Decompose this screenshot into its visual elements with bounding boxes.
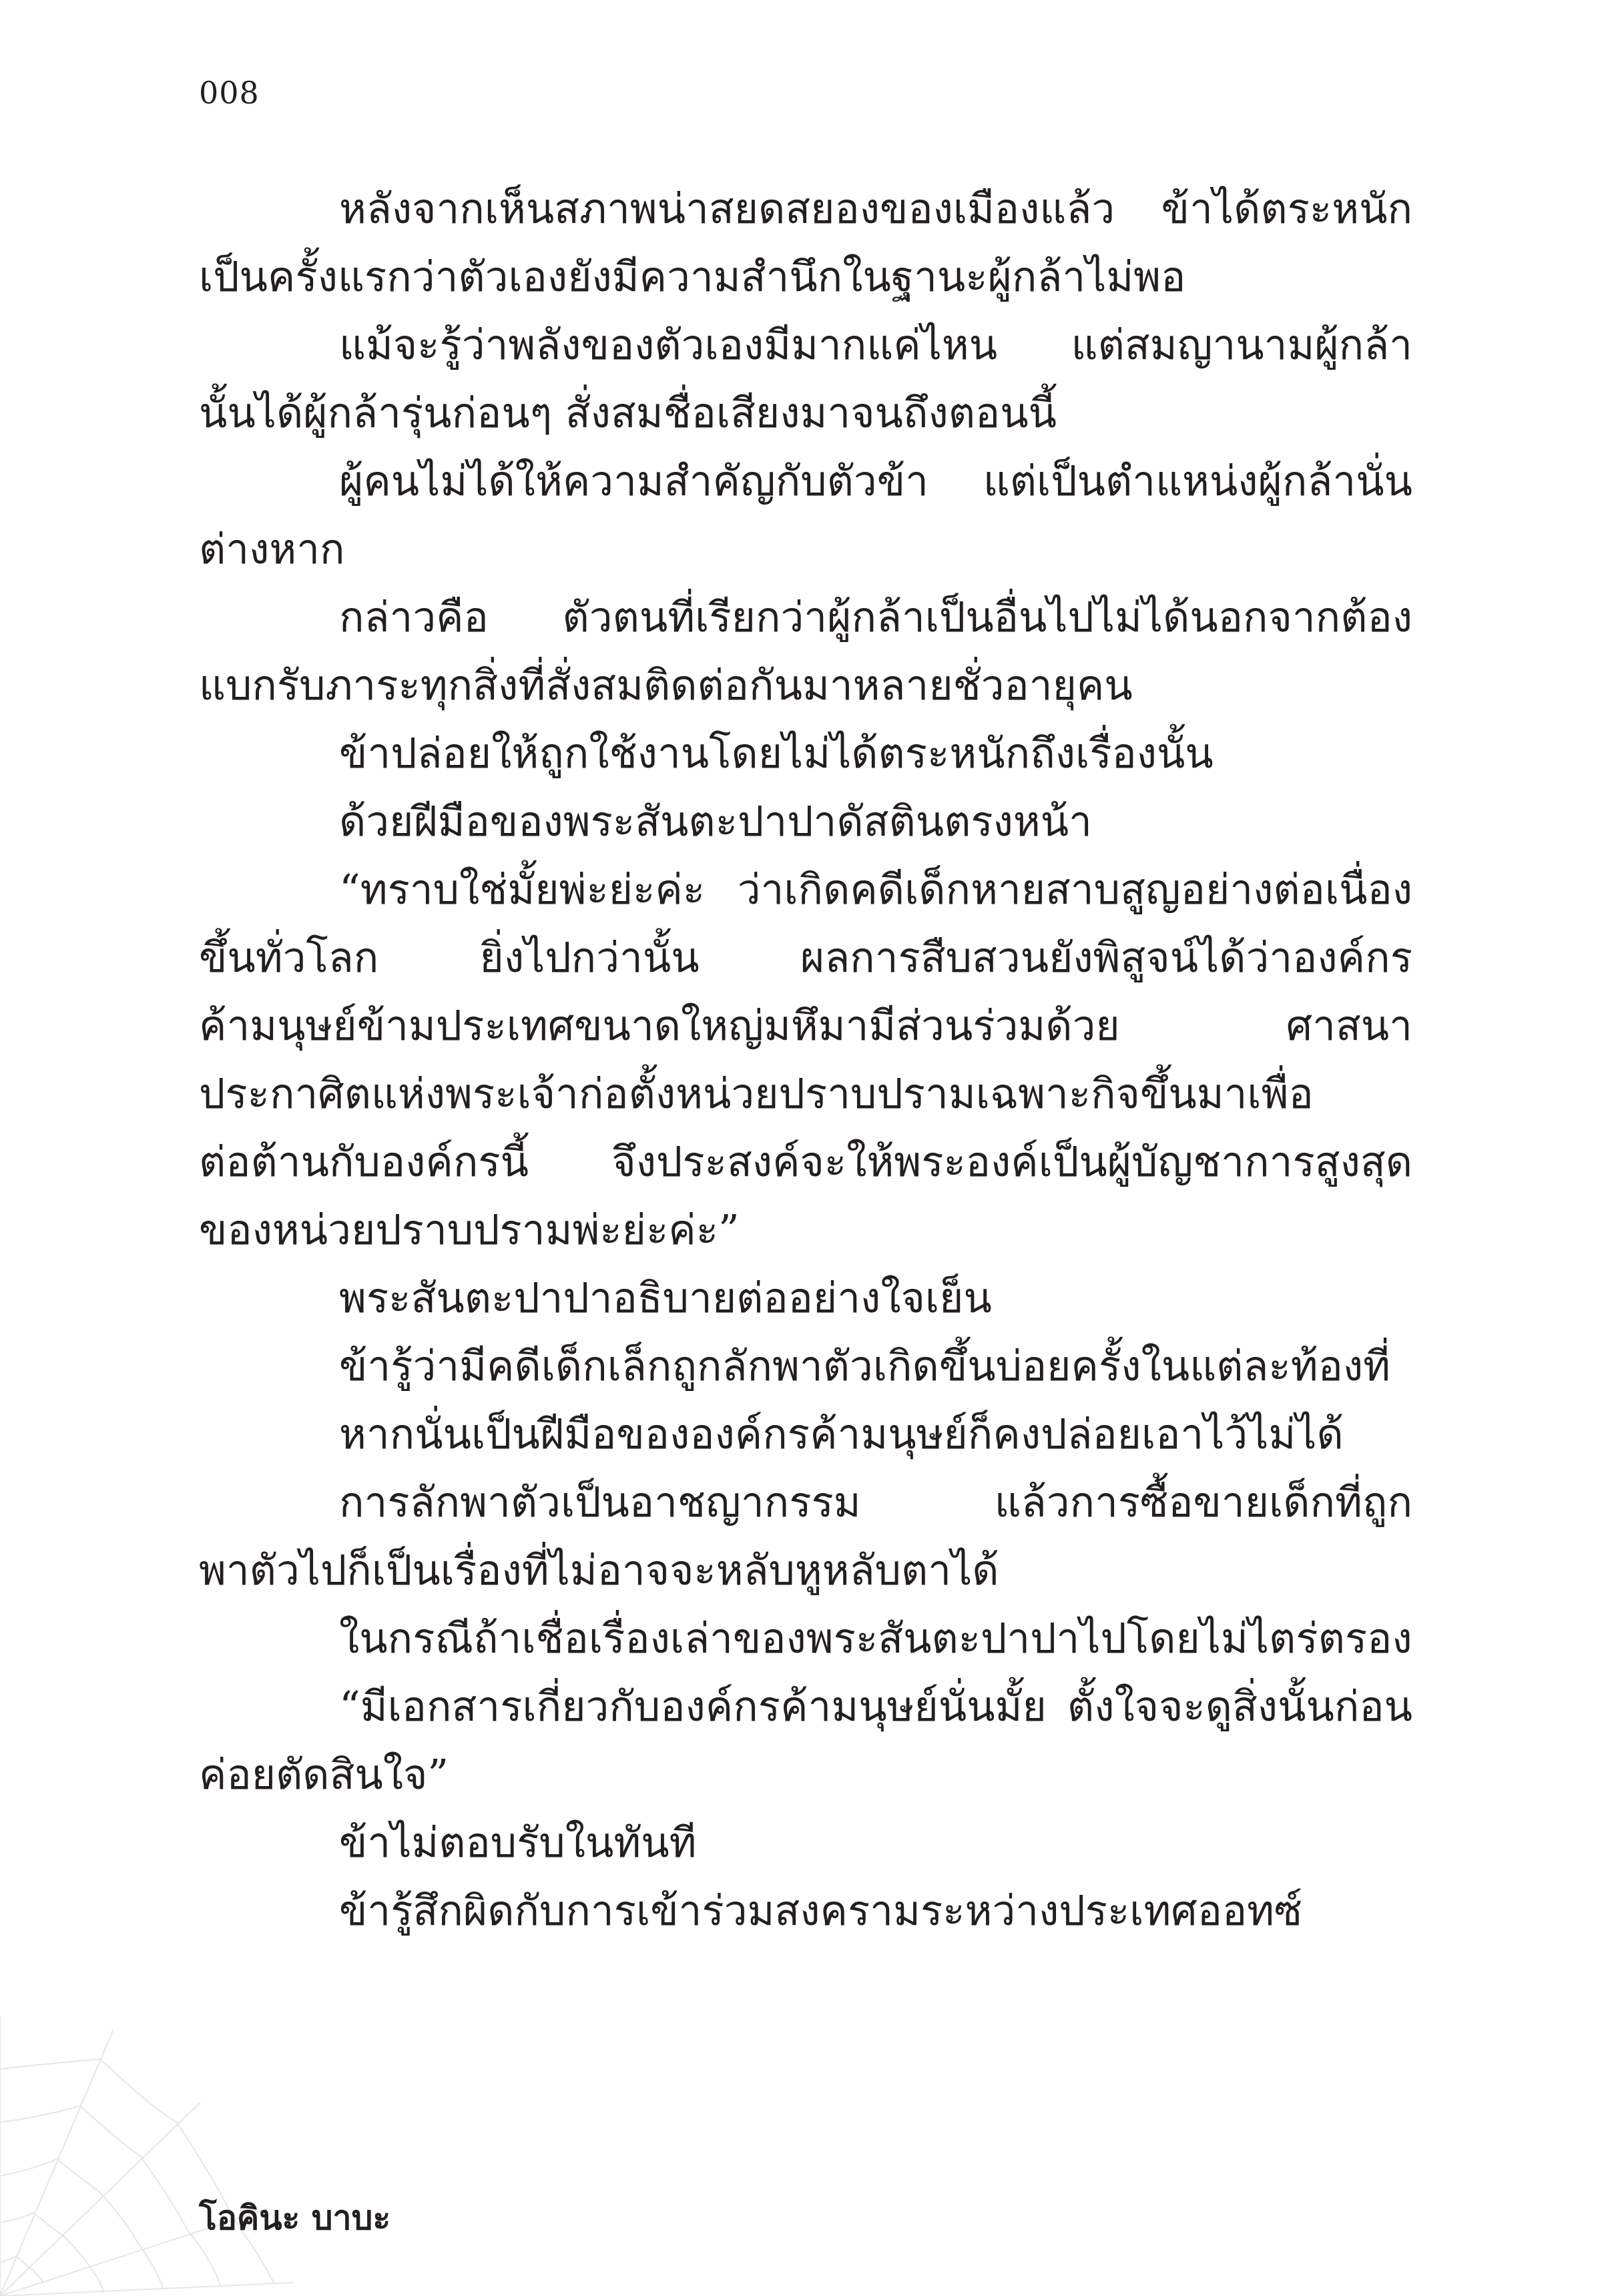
text-line: ข้าปล่อยให้ถูกใช้งานโดยไม่ได้ตระหนักถึงเรื่องนั้น: [339, 729, 1214, 778]
text-line: นั้นได้ผู้กล้ารุ่นก่อนๆ สั่งสมชื่อเสียงมาจนถึงตอนนี้: [199, 388, 1057, 437]
author-name: โอคินะ บาบะ: [199, 2199, 391, 2237]
text-line: เป็นครั้งแรกว่าตัวเองยังมีความสำนึกในฐานะผู้กล้าไม่พอ: [199, 252, 1186, 301]
text-line: ค่อยตัดสินใจ”: [199, 1750, 449, 1799]
text-line: ประกาศิตแห่งพระเจ้าก่อตั้งหน่วยปราบปรามเฉพาะกิจขึ้นมาเพื่อ: [199, 1069, 1314, 1118]
text-line: หลังจากเห็นสภาพน่าสยดสยองของเมืองแล้ว ข้าได้ตระหนัก: [339, 184, 1412, 233]
text-line: ข้าไม่ตอบรับในทันที: [339, 1818, 697, 1867]
text-line: พาตัวไปก็เป็นเรื่องที่ไม่อาจจะหลับหูหลับตาได้: [199, 1546, 999, 1595]
text-line: ในกรณีถ้าเชื่อเรื่องเล่าของพระสันตะปาปาไปโดยไม่ไตร่ตรอง: [339, 1614, 1412, 1663]
page-number: 008: [199, 75, 260, 111]
spider-web-decoration: [0, 1989, 294, 2296]
text-line: การลักพาตัวเป็นอาชญากรรม แล้วการซื้อขายเด็กที่ถูก: [339, 1478, 1412, 1526]
text-line: “ทราบใช่มั้ยพ่ะย่ะค่ะ ว่าเกิดคดีเด็กหายสาบสูญอย่างต่อเนื่อง: [339, 865, 1412, 914]
text-line: “มีเอกสารเกี่ยวกับองค์กรค้ามนุษย์นั่นมั้ย ตั้งใจจะดูสิ่งนั้นก่อน: [339, 1682, 1412, 1731]
text-line: แบกรับภาระทุกสิ่งที่สั่งสมติดต่อกันมาหลายชั่วอายุคน: [199, 661, 1133, 709]
body-text: [199, 175, 1412, 1945]
text-line: ขึ้นทั่วโลก ยิ่งไปกว่านั้น ผลการสืบสวนยังพิสูจน์ได้ว่าองค์กร: [199, 933, 1412, 982]
text-line: ข้ารู้สึกผิดกับการเข้าร่วมสงครามระหว่างประเทศออทซ์: [339, 1886, 1303, 1935]
text-line: ต่อต้านกับองค์กรนี้ จึงประสงค์จะให้พระองค์เป็นผู้บัญชาการสูงสุด: [199, 1137, 1412, 1186]
text-line: ด้วยฝีมือของพระสันตะปาปาดัสตินตรงหน้า: [339, 797, 1092, 846]
text-line: หากนั่นเป็นฝีมือขององค์กรค้ามนุษย์ก็คงปล่อยเอาไว้ไม่ได้: [339, 1410, 1344, 1458]
text-line: แม้จะรู้ว่าพลังของตัวเองมีมากแค่ไหน แต่สมญานามผู้กล้า: [339, 320, 1412, 369]
text-line: พระสันตะปาปาอธิบายต่ออย่างใจเย็น: [339, 1273, 992, 1322]
text-line: กล่าวคือ ตัวตนที่เรียกว่าผู้กล้าเป็นอื่นไปไม่ได้นอกจากต้อง: [339, 593, 1412, 641]
text-line: ของหน่วยปราบปรามพ่ะย่ะค่ะ”: [199, 1205, 740, 1254]
text-line: ผู้คนไม่ได้ให้ความสำคัญกับตัวข้า แต่เป็นตำแหน่งผู้กล้านั่น: [339, 457, 1412, 505]
text-line: ต่างหาก: [199, 525, 345, 573]
text-line: ค้ามนุษย์ข้ามประเทศขนาดใหญ่มหึมามีส่วนร่วมด้วย ศาสนา: [199, 1001, 1412, 1050]
text-line: ข้ารู้ว่ามีคดีเด็กเล็กถูกลักพาตัวเกิดขึ้นบ่อยครั้งในแต่ละท้องที่: [339, 1342, 1390, 1390]
